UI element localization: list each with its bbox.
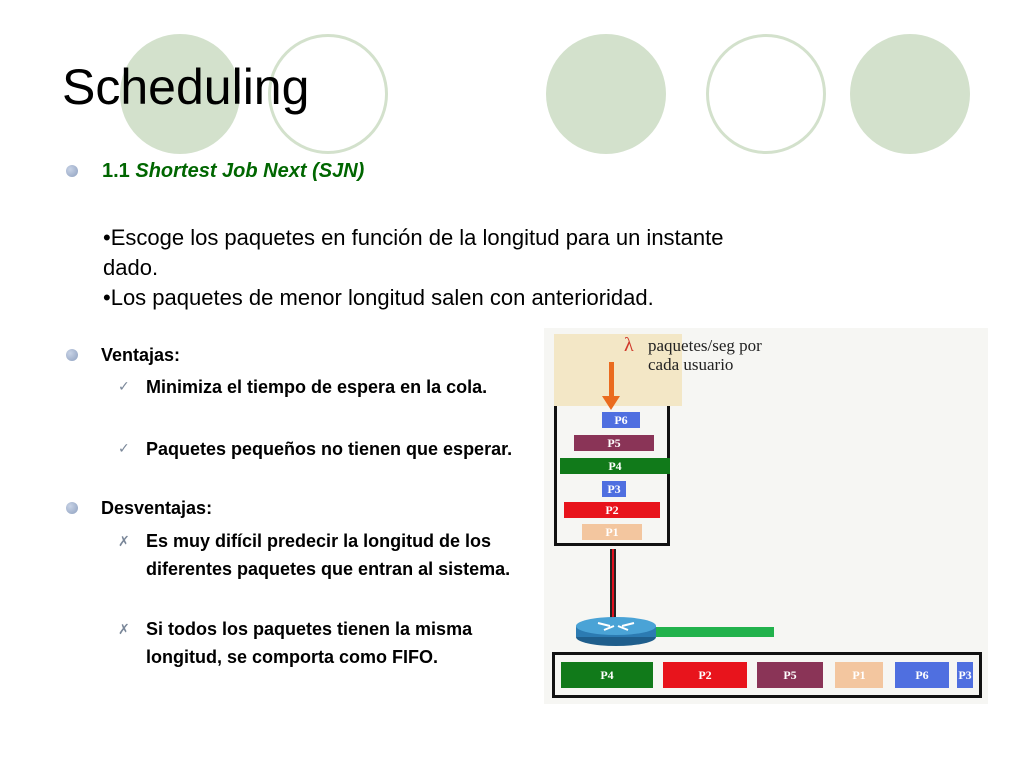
bullet-dot-icon [66, 502, 78, 514]
section-heading [102, 160, 364, 183]
output-queue [552, 652, 982, 698]
decorative-circle-4 [706, 34, 826, 154]
queue-packet-p1: P1 [582, 524, 642, 540]
queue-to-router-link [610, 549, 616, 625]
output-packet-p6: P6 [895, 662, 949, 688]
ventaja-item-1: Minimiza el tiempo de espera en la cola. [146, 377, 488, 397]
paragraph-line-2: dado. [103, 255, 159, 280]
queue-packet-p5: P5 [574, 435, 654, 451]
paragraph-line-1: •Escoge los paquetes en función de la longitud para un instante [103, 225, 724, 250]
output-packet-p2: P2 [663, 662, 747, 688]
output-link [656, 627, 774, 637]
bullet-dot-icon [66, 349, 78, 361]
section-name: Shortest Job Next (SJN) [135, 160, 365, 182]
queue-packet-p6: P6 [602, 412, 640, 428]
output-packet-p3: P3 [957, 662, 973, 688]
decorative-circle-3 [546, 34, 666, 154]
checkmark-icon: ✓ [118, 378, 130, 394]
bullet-dot-icon [66, 165, 78, 177]
ventajas-label: Ventajas: [101, 345, 181, 365]
arrival-arrow-shaft [609, 362, 614, 398]
cross-icon: ✗ [118, 533, 130, 549]
paragraph-line-3: •Los paquetes de menor longitud salen con anterioridad. [103, 285, 654, 310]
queue-packet-p4: P4 [560, 458, 670, 474]
arrival-rate-line-1: paquetes/seg por [648, 336, 762, 355]
output-packet-p5: P5 [757, 662, 823, 688]
decorative-circle-5 [850, 34, 970, 154]
router-icon [574, 615, 658, 647]
checkmark-icon: ✓ [118, 440, 130, 456]
ventaja-item-2: Paquetes pequeños no tienen que esperar. [146, 439, 513, 459]
desventaja-item-2: Si todos los paquetes tienen la misma longitud, se comporta como FIFO. [146, 619, 473, 667]
output-packet-p1: P1 [835, 662, 883, 688]
slide-title: Scheduling [62, 59, 310, 115]
output-packet-p4: P4 [561, 662, 653, 688]
lambda-symbol: λ [624, 334, 634, 356]
section-number: 1.1 [102, 160, 130, 182]
queue-packet-p3: P3 [602, 481, 626, 497]
arrival-rate-label [648, 336, 808, 374]
desventajas-label: Desventajas: [101, 498, 213, 518]
sjn-diagram [544, 328, 988, 704]
cross-icon: ✗ [118, 621, 130, 637]
arrival-rate-line-2: cada usuario [648, 355, 734, 374]
queue-packet-p2: P2 [564, 502, 660, 518]
desventaja-item-1: Es muy difícil predecir la longitud de los diferentes paquetes que entran al sistema. [146, 531, 511, 579]
